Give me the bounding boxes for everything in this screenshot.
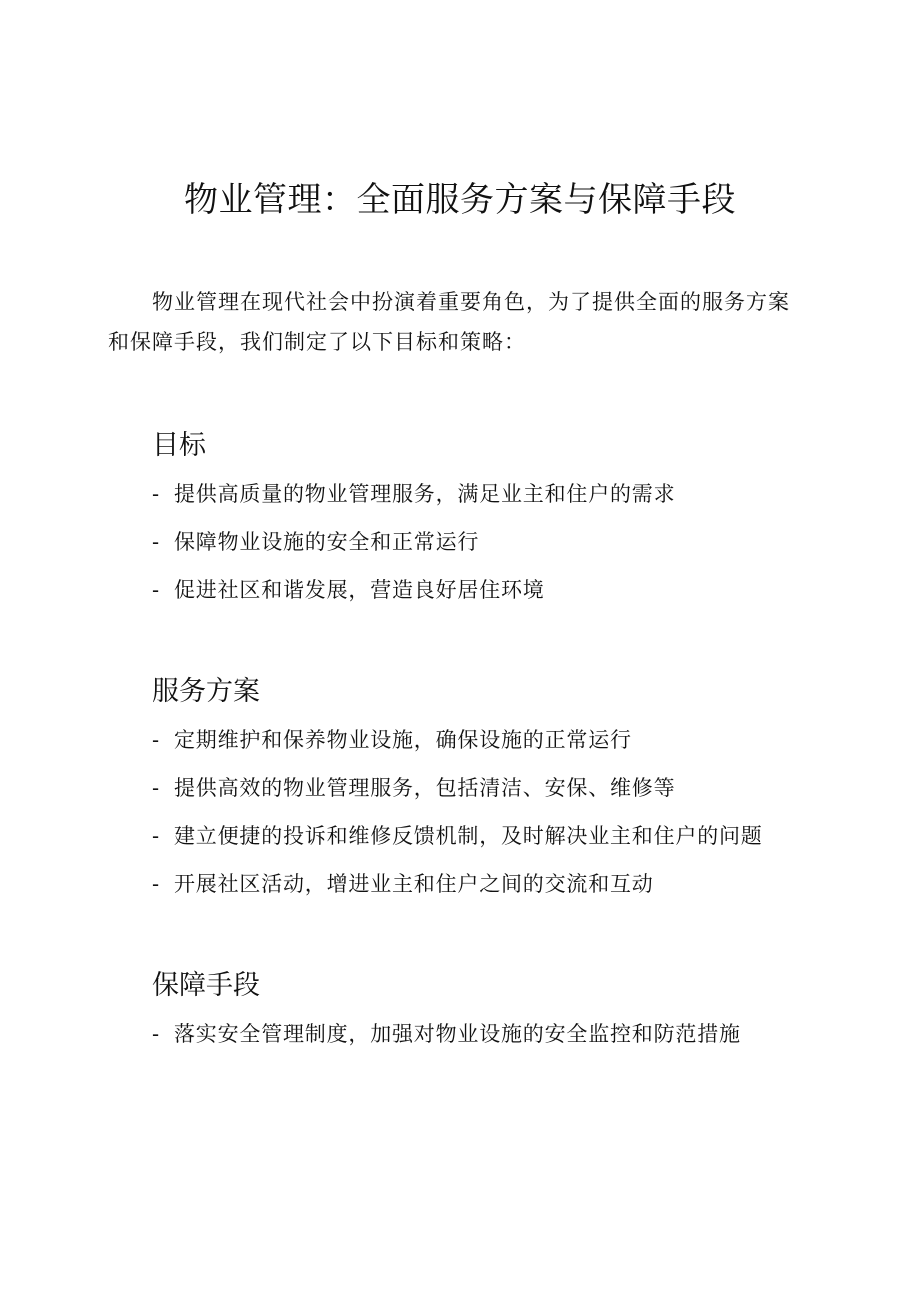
bullet-dash: - (152, 578, 160, 602)
list-item-text: 建立便捷的投诉和维修反馈机制，及时解决业主和住户的问题 (174, 824, 763, 848)
bullet-dash: - (152, 872, 160, 896)
intro-paragraph: 物业管理在现代社会中扮演着重要角色，为了提供全面的服务方案和保障手段，我们制定了以下目标和策略： (108, 290, 790, 354)
list-item (152, 820, 832, 852)
list-item-text: 落实安全管理制度，加强对物业设施的安全监控和防范措施 (174, 1022, 741, 1046)
list-item-text: 提供高效的物业管理服务，包括清洁、安保、维修等 (174, 776, 676, 800)
bullet-dash: - (152, 776, 160, 800)
list-item-text: 提供高质量的物业管理服务，满足业主和住户的需求 (174, 482, 676, 506)
section-heading-goals: 目标 (152, 430, 206, 461)
list-item (152, 526, 832, 558)
list-item (152, 868, 832, 900)
list-item-text: 定期维护和保养物业设施，确保设施的正常运行 (174, 728, 632, 752)
list-item-text: 开展社区活动，增进业主和住户之间的交流和互动 (174, 872, 654, 896)
section-heading-service-plan: 服务方案 (152, 676, 260, 707)
list-item-text: 保障物业设施的安全和正常运行 (174, 530, 480, 554)
list-item (152, 772, 832, 804)
bullet-dash: - (152, 728, 160, 752)
document-title: 物业管理：全面服务方案与保障手段 (184, 180, 736, 220)
section-heading-safeguards: 保障手段 (152, 970, 260, 1001)
bullet-dash: - (152, 482, 160, 506)
list-item (152, 724, 832, 756)
bullet-dash: - (152, 824, 160, 848)
bullet-dash: - (152, 530, 160, 554)
list-item (152, 1018, 832, 1050)
bullet-dash: - (152, 1022, 160, 1046)
list-item (152, 574, 832, 606)
list-item-text: 促进社区和谐发展，营造良好居住环境 (174, 578, 545, 602)
list-item (152, 478, 832, 510)
